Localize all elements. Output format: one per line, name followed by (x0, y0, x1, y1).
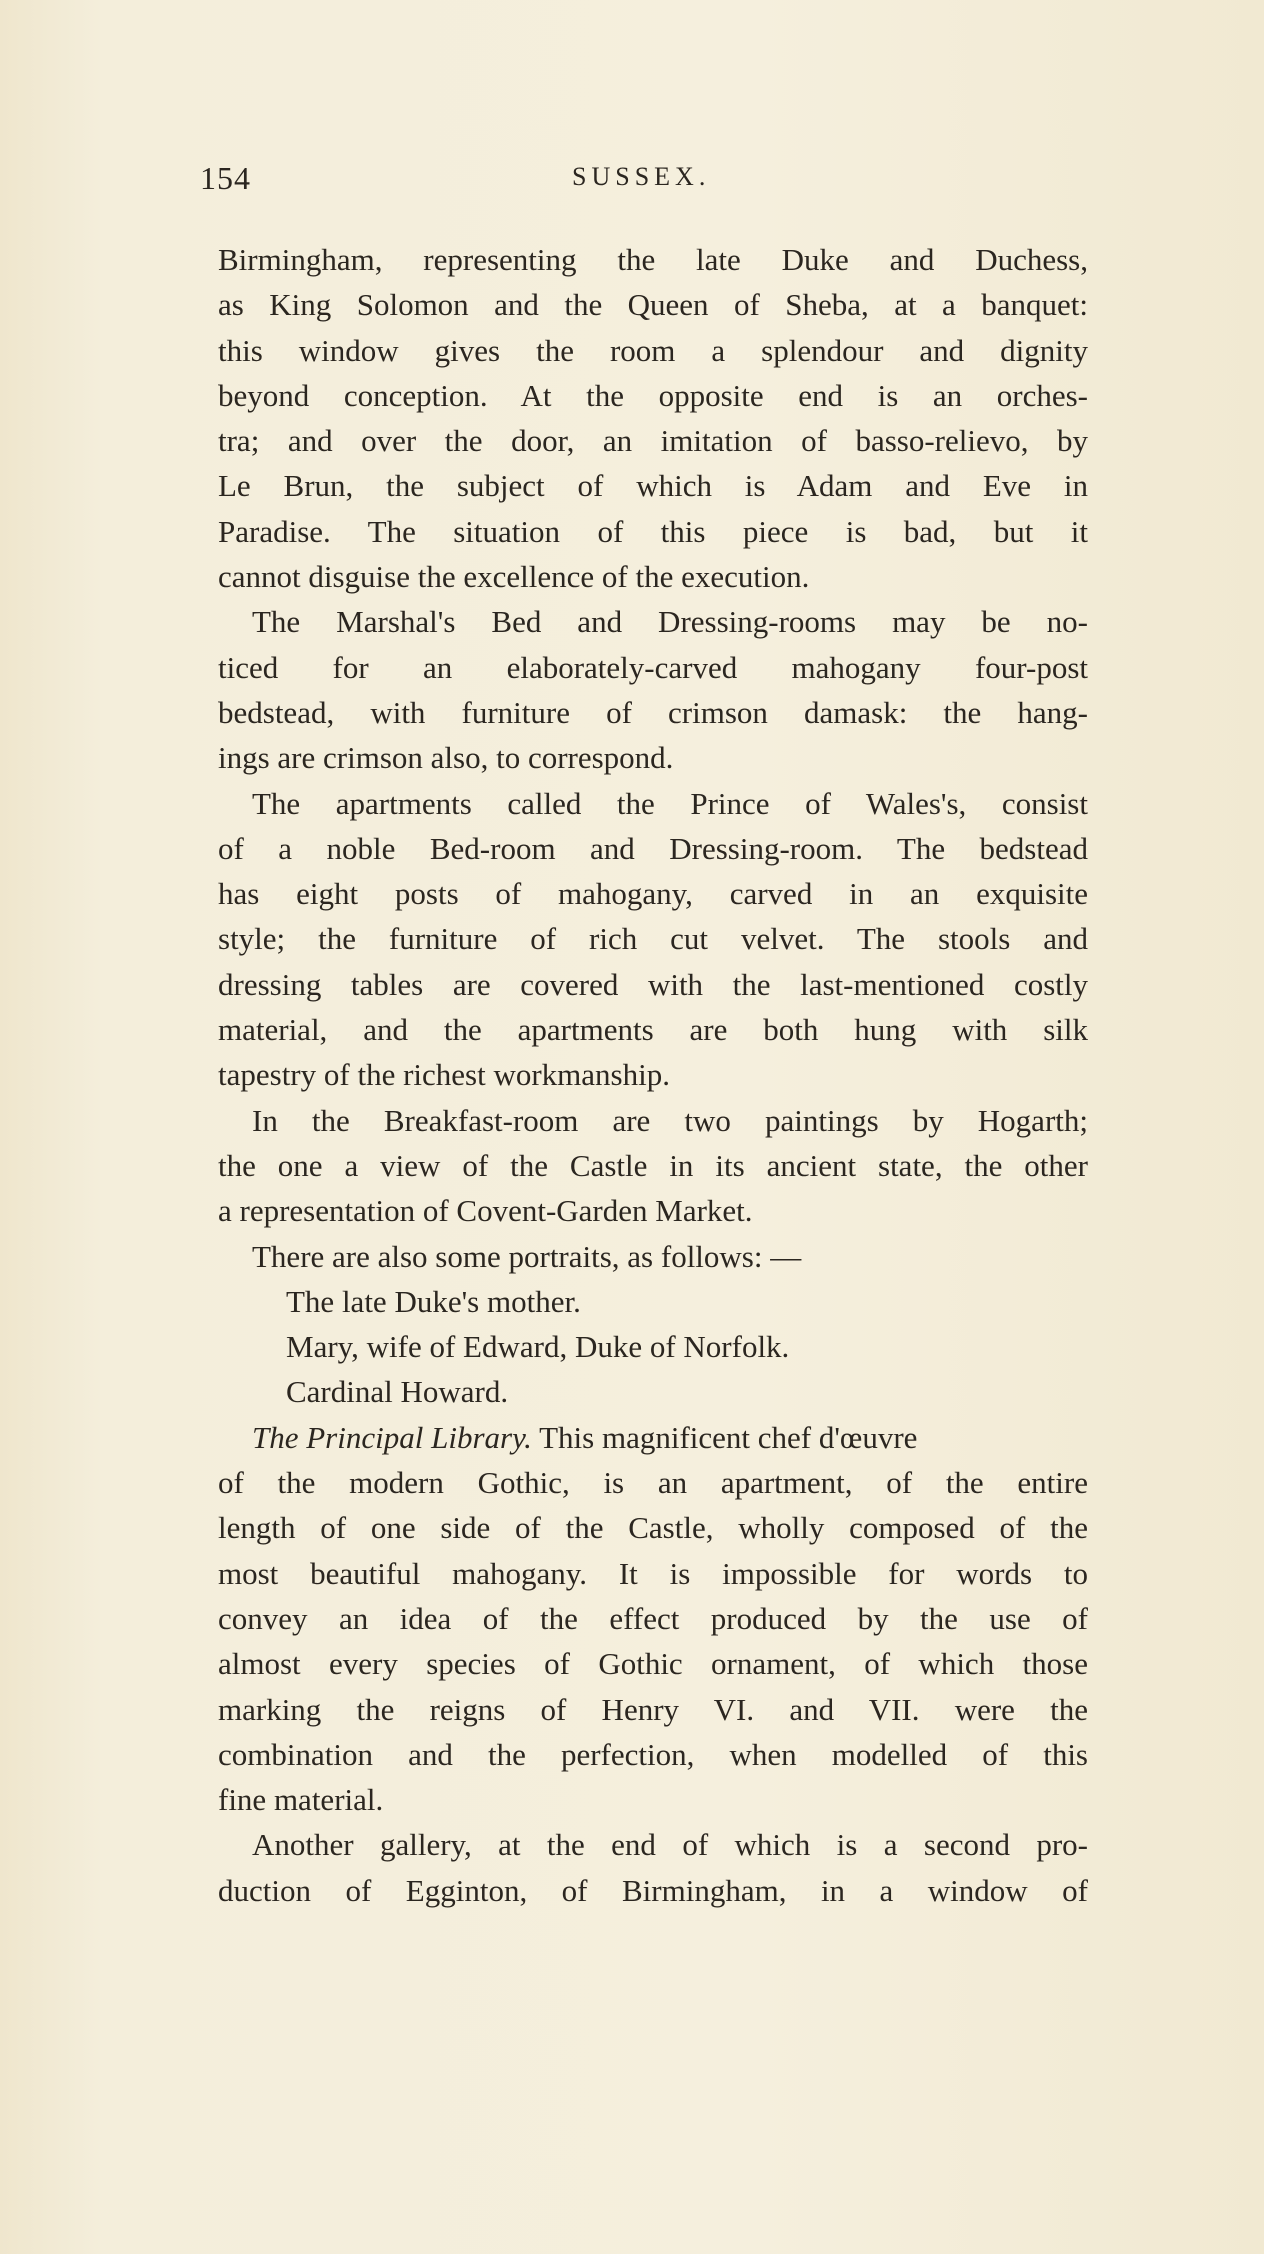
text-line: bedstead, with furniture of crimson damask: the hang- (218, 694, 1088, 730)
text-line: Another gallery, at the end of which is a second pro- (252, 1827, 1088, 1863)
text-line: marking the reigns of Henry VI. and VII. were the (218, 1691, 1088, 1727)
text-line: most beautiful mahogany. It is impossible for words to (218, 1555, 1088, 1591)
text-line: The apartments called the Prince of Wales's, consist (252, 785, 1088, 821)
text-line: the one a view of the Castle in its ancient state, the other (218, 1147, 1088, 1183)
library-line (218, 1415, 1088, 1460)
text-line: fine material. (218, 1782, 384, 1818)
library-line-text: This magnificent chef d'œuvre (539, 1419, 918, 1455)
running-head: SUSSEX. (572, 162, 711, 191)
library-heading: The Principal Library. (252, 1419, 532, 1455)
text-line: style; the furniture of rich cut velvet. The stools and (218, 921, 1088, 957)
text-line: cannot disguise the excellence of the execution. (218, 559, 810, 595)
text-line: In the Breakfast-room are two paintings by Hogarth; (252, 1102, 1088, 1138)
text-line: as King Solomon and the Queen of Sheba, at a banquet: (218, 287, 1088, 323)
text-line: of the modern Gothic, is an apartment, of the entire (218, 1465, 1088, 1501)
body-text (218, 237, 1088, 1913)
text-line: Paradise. The situation of this piece is bad, but it (218, 513, 1088, 549)
text-line: Le Brun, the subject of which is Adam and Eve in (218, 468, 1088, 504)
text-line: of a noble Bed-room and Dressing-room. The bedstead (218, 830, 1088, 866)
text-line: There are also some portraits, as follows: — (252, 1238, 802, 1274)
text-line: has eight posts of mahogany, carved in an exquisite (218, 876, 1088, 912)
text-line: duction of Egginton, of Birmingham, in a window of (218, 1872, 1088, 1908)
text-line: length of one side of the Castle, wholly composed of the (218, 1510, 1088, 1546)
text-line: The Marshal's Bed and Dressing-rooms may be no- (252, 604, 1088, 640)
text-line: ings are crimson also, to correspond. (218, 740, 674, 776)
text-line: Birmingham, representing the late Duke and Duchess, (218, 242, 1088, 277)
text-line: tra; and over the door, an imitation of basso-relievo, by (218, 423, 1088, 459)
text-line: ticed for an elaborately-carved mahogany four-post (218, 649, 1088, 685)
text-line: material, and the apartments are both hung with silk (218, 1012, 1088, 1048)
portrait-item: The late Duke's mother. (286, 1283, 581, 1319)
page-number: 154 (200, 160, 251, 196)
text-line: tapestry of the richest workmanship. (218, 1057, 670, 1093)
text-line: a representation of Covent-Garden Market. (218, 1193, 753, 1229)
text-line: almost every species of Gothic ornament, of which those (218, 1646, 1088, 1682)
text-line: this window gives the room a splendour and dignity (218, 332, 1088, 368)
page-header (200, 160, 1080, 210)
text-line: convey an idea of the effect produced by the use of (218, 1600, 1088, 1636)
text-line: beyond conception. At the opposite end is an orches- (218, 377, 1088, 413)
text-line: dressing tables are covered with the last-mentioned costly (218, 966, 1088, 1002)
text-line: combination and the perfection, when modelled of this (218, 1736, 1088, 1772)
portrait-item: Cardinal Howard. (286, 1374, 509, 1410)
portrait-item: Mary, wife of Edward, Duke of Norfolk. (286, 1329, 790, 1365)
